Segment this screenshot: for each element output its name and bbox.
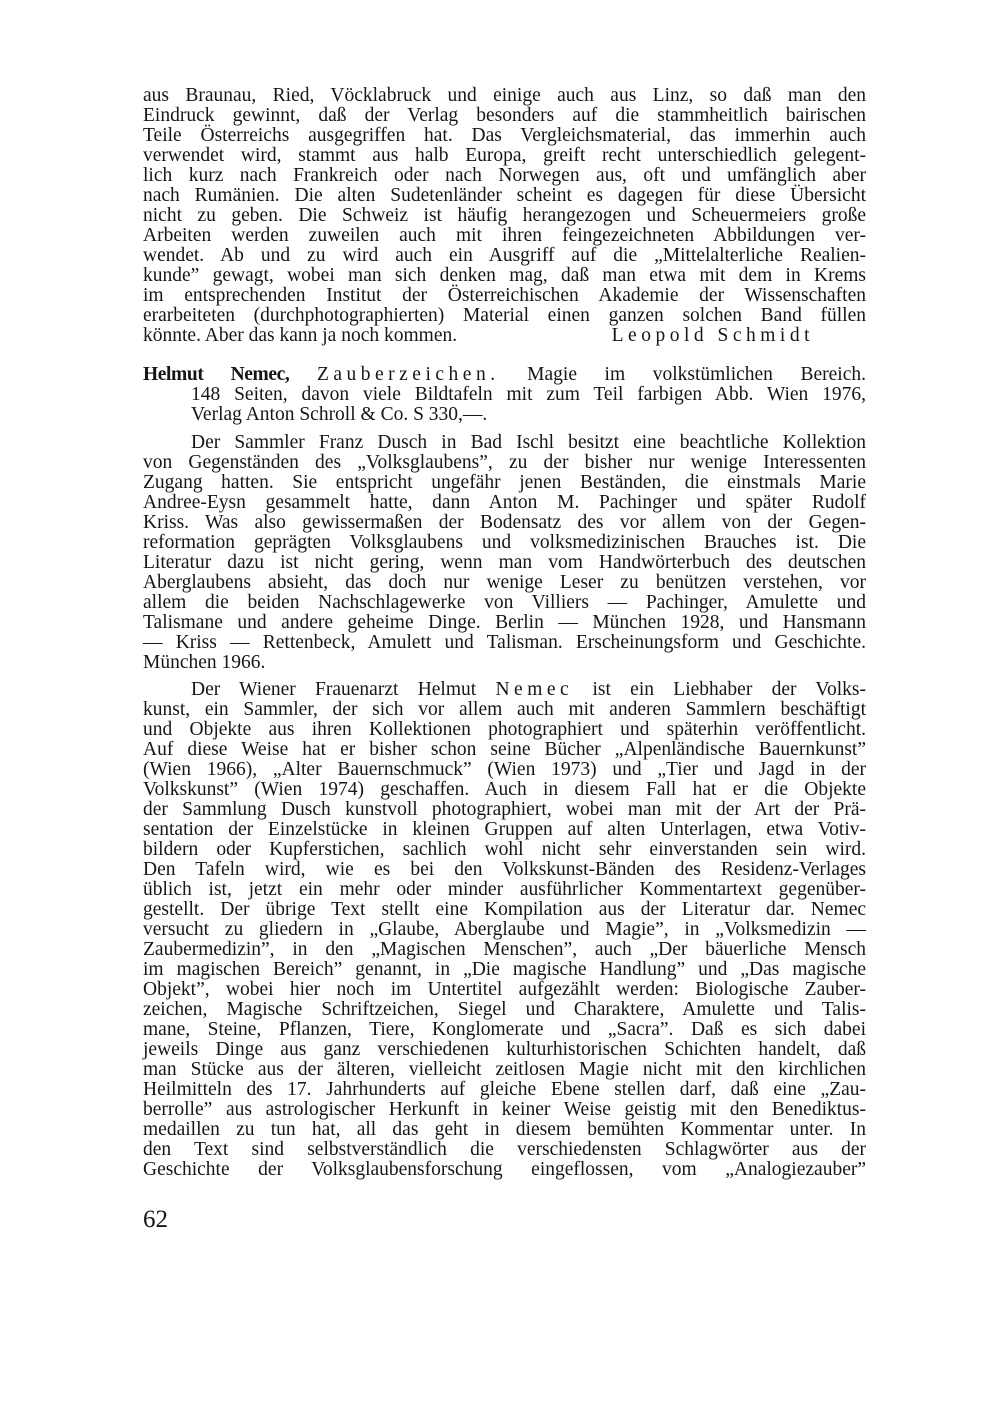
text-line: üblich ist, jetzt ein mehr oder minder ausführlicher Kommentartext gegenüber- bbox=[143, 879, 866, 900]
reviewer-signature: Leopold Schmidt bbox=[611, 325, 814, 346]
citation-title: Zauberzeichen. bbox=[316, 364, 500, 385]
text-line: zeichen, Magische Schriftzeichen, Siegel und Charaktere, Amulette und Talis- bbox=[143, 999, 866, 1020]
text-line bbox=[143, 680, 866, 700]
citation-line bbox=[143, 365, 866, 385]
text-line: sentation der Einzelstücke in kleinen Gruppen auf alten Unterlagen, etwa Votiv- bbox=[143, 819, 866, 840]
citation-subtitle: Magie im volkstümlichen Bereich. bbox=[527, 364, 867, 385]
text-line: von Gegenständen des „Volksglaubens”, zu der bisher nur wenige Interessenten bbox=[143, 452, 866, 473]
text-line: lich kurz nach Frankreich oder nach Norwegen aus, oft und umfänglich aber bbox=[143, 165, 866, 186]
text-line: München 1966. bbox=[143, 652, 266, 673]
text-line: allem die beiden Nachschlagewerke von Villiers — Pachinger, Amulette und bbox=[143, 592, 866, 613]
text-line: verwendet wird, stammt aus halb Europa, greift recht unterschiedlich gelegent- bbox=[143, 145, 866, 166]
citation-author: Helmut Nemec, bbox=[143, 364, 290, 385]
text-line: Der Sammler Franz Dusch in Bad Ischl besitzt eine beachtliche Kollektion bbox=[191, 432, 866, 453]
citation-line: Verlag Anton Schroll & Co. S 330,—. bbox=[191, 404, 488, 425]
text-line: kunde” gewagt, wobei man sich denken mag, daß man etwa mit dem in Krems bbox=[143, 265, 866, 286]
previous-review-ending bbox=[143, 86, 866, 346]
text-line: jeweils Dinge aus ganz verschiedenen kulturhistorischen Schichten handelt, daß bbox=[143, 1039, 866, 1060]
text-line: — Kriss — Rettenbeck, Amulett und Talisman. Erscheinungsform und Geschichte. bbox=[143, 632, 866, 653]
text-line: Literatur dazu ist nicht gering, wenn man vom Handwörterbuch des deutschen bbox=[143, 552, 866, 573]
text-line: berrolle” aus astrologischer Herkunft in keiner Weise geistig mit den Benediktus- bbox=[143, 1099, 866, 1120]
book-citation bbox=[143, 365, 866, 425]
text-line: Den Tafeln wird, wie es bei den Volkskunst-Bänden des Residenz-Verlages bbox=[143, 859, 866, 880]
citation-line: 148 Seiten, davon viele Bildtafeln mit zum Teil farbigen Abb. Wien 1976, bbox=[191, 384, 866, 405]
text-line: erarbeiteten (durchphotographierten) Material einen ganzen solchen Band füllen bbox=[143, 305, 866, 326]
author-name-spaced: Nemec bbox=[495, 679, 574, 700]
text-line: Heilmitteln des 17. Jahrhunderts auf gleiche Ebene stellen darf, daß eine „Zau- bbox=[143, 1079, 866, 1100]
review-paragraph-1 bbox=[143, 433, 866, 673]
text-line: nicht zu geben. Die Schweiz ist häufig herangezogen und Scheuermeiers große bbox=[143, 205, 866, 226]
text-line: im magischen Bereich” genannt, in „Die magische Handlung” und „Das magische bbox=[143, 959, 866, 980]
text-line: aus Braunau, Ried, Vöcklabruck und einige auch aus Linz, so daß man den bbox=[143, 85, 866, 106]
text-line: wendet. Ab und zu wird auch ein Ausgriff auf die „Mittelalterliche Realien- bbox=[143, 245, 866, 266]
text-line: nach Rumänien. Die alten Sudetenländer scheint es dagegen für diese Übersicht bbox=[143, 185, 866, 206]
text-line: Zugang hatten. Sie entspricht ungefähr jenen Beständen, die einstmals Marie bbox=[143, 472, 866, 493]
text-line: Eindruck gewinnt, daß der Verlag besonders auf die stammheitlich bairischen bbox=[143, 105, 866, 126]
text-line: gestellt. Der übrige Text stellt eine Kompilation aus der Literatur dar. Nemec bbox=[143, 899, 866, 920]
text-line: Arbeiten werden zuweilen auch mit ihren feingezeichneten Abbildungen ver- bbox=[143, 225, 866, 246]
text-line: den Text sind selbstverständlich die verschiedensten Schlagwörter aus der bbox=[143, 1139, 866, 1160]
text-line: bildern oder Kupferstichen, sachlich wohl nicht sehr einverstanden sein wird. bbox=[143, 839, 866, 860]
signature-line bbox=[143, 326, 866, 346]
text-line: man Stücke aus der älteren, vielleicht zeitlosen Magie nicht mit den kirchlichen bbox=[143, 1059, 866, 1080]
text-line: Geschichte der Volksglaubensforschung eingeflossen, vom „Analogiezauber” bbox=[143, 1159, 866, 1180]
text-line: medaillen zu tun hat, all das geht in diesem bemühten Kommentar unter. In bbox=[143, 1119, 866, 1140]
text-line: Talismane und andere geheime Dinge. Berlin — München 1928, und Hansmann bbox=[143, 612, 866, 633]
text-line: Andree-Eysn gesammelt hatte, dann Anton M. Pachinger und später Rudolf bbox=[143, 492, 866, 513]
page-number: 62 bbox=[143, 1206, 168, 1233]
text-line: (Wien 1966), „Alter Bauernschmuck” (Wien 1973) und „Tier und Jagd in der bbox=[143, 759, 866, 780]
text-line: Auf diese Weise hat er bisher schon seine Bücher „Alpenländische Bauernkunst” bbox=[143, 739, 866, 760]
text-line: im entsprechenden Institut der Österreichischen Akademie der Wissenschaften bbox=[143, 285, 866, 306]
text-line: kunst, ein Sammler, der sich vor allem auch mit anderen Sammlern beschäftigt bbox=[143, 699, 866, 720]
text-line: Aberglaubens absieht, das doch nur wenige Leser zu benützen verstehen, vor bbox=[143, 572, 866, 593]
text-line: reformation geprägten Volksglaubens und volksmedizinischen Brauches ist. Die bbox=[143, 532, 866, 553]
text-segment: Der Wiener Frauenarzt Helmut bbox=[191, 679, 477, 700]
text-line: Teile Österreichs ausgegriffen hat. Das Vergleichsmaterial, das immerhin auch bbox=[143, 125, 866, 146]
text-line: Kriss. Was also gewissermaßen der Bodensatz des vor allem von der Gegen- bbox=[143, 512, 866, 533]
text-line: Zaubermedizin”, in den „Magischen Menschen”, auch „Der bäuerliche Mensch bbox=[143, 939, 866, 960]
text-segment: könnte. Aber das kann ja noch kommen. bbox=[143, 325, 458, 346]
text-segment: ist ein Liebhaber der Volks- bbox=[592, 679, 866, 700]
review-paragraph-2 bbox=[143, 680, 866, 1180]
text-line: Objekt”, wobei hier noch im Untertitel aufgezählt werden: Biologische Zauber- bbox=[143, 979, 866, 1000]
text-line: der Sammlung Dusch kunstvoll photographiert, wobei man mit der Art der Prä- bbox=[143, 799, 866, 820]
text-line: Volkskunst” (Wien 1974) geschaffen. Auch in diesem Fall hat er die Objekte bbox=[143, 779, 866, 800]
text-line: und Objekte aus ihren Kollektionen photographiert und späterhin veröffentlicht. bbox=[143, 719, 866, 740]
text-line: versucht zu gliedern in „Glaube, Aberglaube und Magie”, in „Volksmedizin — bbox=[143, 919, 866, 940]
text-line: mane, Steine, Pflanzen, Tiere, Konglomerate und „Sacra”. Daß es sich dabei bbox=[143, 1019, 866, 1040]
